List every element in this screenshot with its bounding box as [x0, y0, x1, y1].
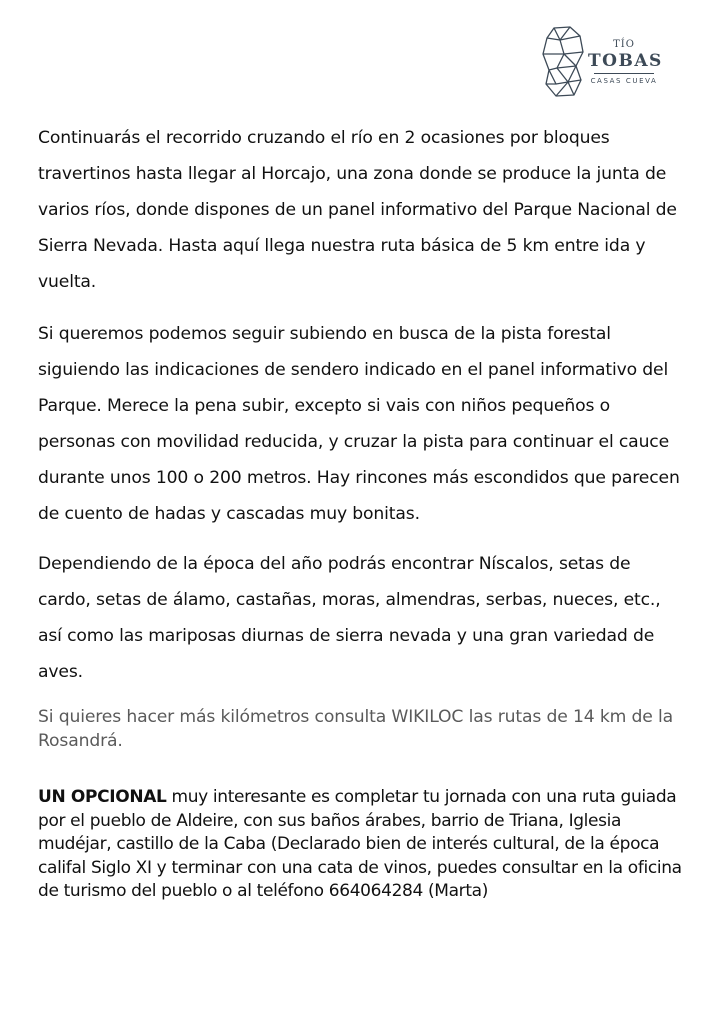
optional-description: muy interesante es completar tu jornada con una ruta guiada por el pueblo de Aldeire, con sus baños árabes, barrio de Triana, Iglesia mudéjar, castillo de la Caba (Declarado bien de interés cultural, de la época califal Siglo XI y terminar con una cata de vinos, puedes consultar en la oficina de turismo del pueblo o al teléfono 664064284 (Marta) [38, 787, 682, 901]
paragraph-river-crossing: Continuarás el recorrido cruzando el río en 2 ocasiones por bloques travertinos hasta llegar al Horcajo, una zona donde se produce la junta de varios ríos, donde dispones de un panel informativo del Parque Nacional de Sierra Nevada. Hasta aquí llega nuestra ruta básica de 5 km entre ida y vuelta. [38, 128, 677, 292]
brand-divider [594, 73, 654, 74]
optional-label: UN OPCIONAL [38, 787, 167, 807]
brand-wordmark [588, 38, 663, 87]
brand-line-2: TOBAS [588, 51, 663, 71]
brand-tagline: CASAS CUEVA [590, 77, 658, 85]
brand-line-1: TÍO [613, 39, 635, 50]
paragraph-seasonal-finds: Dependiendo de la época del año podrás encontrar Níscalos, setas de cardo, setas de álamo, castañas, moras, almendras, serbas, nueces, etc., así como las mariposas diurnas de sierra nevada y una gran variedad de aves. [38, 554, 661, 682]
paragraph-wikiloc-note: Si quieres hacer más kilómetros consulta WIKILOC las rutas de 14 km de la Rosandrá. [38, 707, 674, 751]
brand-logo [536, 20, 666, 100]
paragraph-forest-track: Si queremos podemos seguir subiendo en busca de la pista forestal siguiendo las indicaciones de sendero indicado en el panel informativo del Parque. Merece la pena subir, excepto si vais con niños pequeños o personas con movilidad reducida, y cruzar la pista para continuar el cauce durante unos 100 o 200 metros. Hay rincones más escondidos que parecen de cuento de hadas y cascadas muy bonitas. [38, 324, 680, 524]
faceted-stone-logo-icon [540, 26, 586, 98]
paragraph-optional-tour [38, 786, 688, 904]
